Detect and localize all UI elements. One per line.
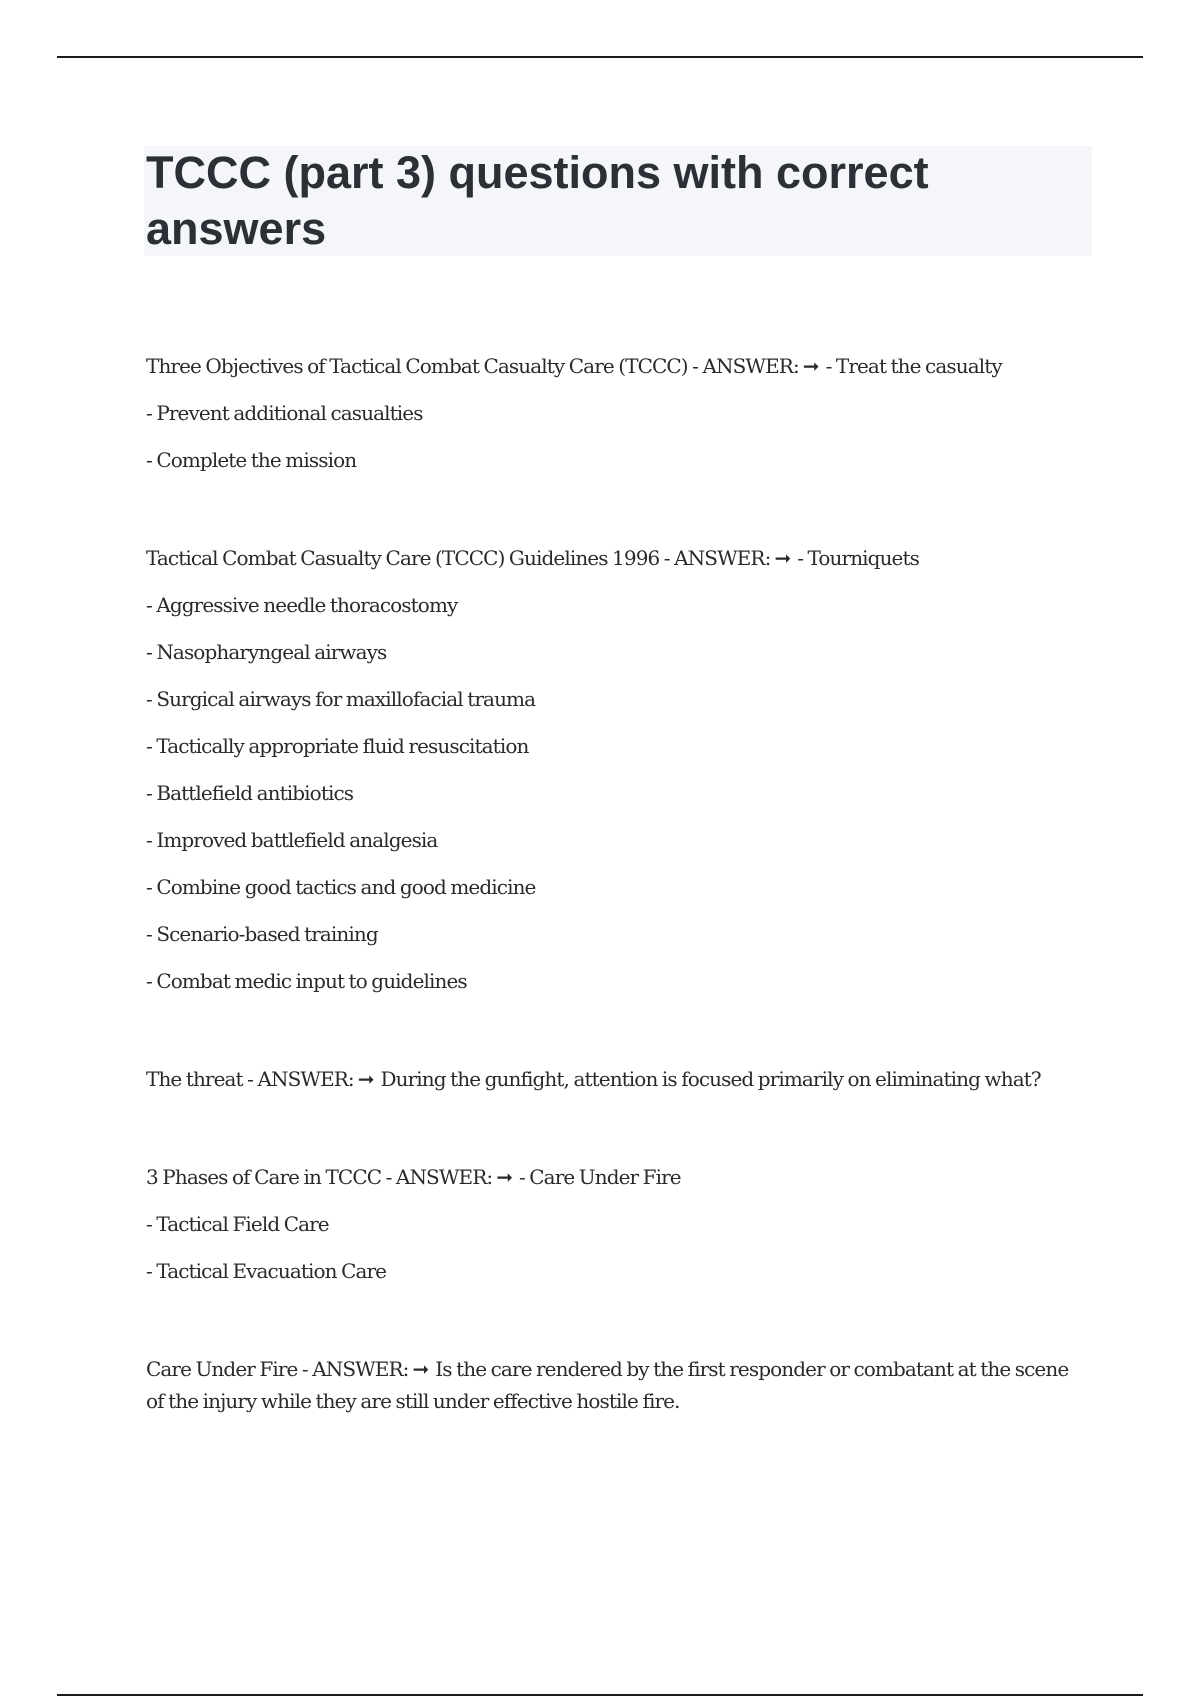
qa-answer: Is the care rendered by the first responder or combatant at the scene of the injury while they are still under effective hostile fire.: [146, 1357, 1069, 1413]
qa-item: [146, 350, 1086, 476]
qa-item: [146, 542, 1086, 997]
qa-answer: - Treat the casualty: [825, 354, 1002, 378]
qa-question-line: [146, 1353, 1086, 1417]
qa-question: Three Objectives of Tactical Combat Casualty Care (TCCC) - ANSWER:: [146, 354, 799, 378]
answer-line: - Tactical Evacuation Care: [146, 1259, 387, 1283]
arrow-right-icon: ➞: [412, 1357, 430, 1381]
qa-question: Care Under Fire - ANSWER:: [146, 1357, 409, 1381]
qa-item: [146, 1353, 1086, 1417]
answer-line: - Nasopharyngeal airways: [146, 640, 387, 664]
answer-line: - Combine good tactics and good medicine: [146, 875, 536, 899]
qa-question: 3 Phases of Care in TCCC - ANSWER:: [146, 1165, 493, 1189]
qa-question-line: [146, 350, 1086, 382]
qa-question: The threat - ANSWER:: [146, 1067, 354, 1091]
answer-line: - Complete the mission: [146, 448, 357, 472]
answer-line: - Prevent additional casualties: [146, 401, 423, 425]
top-rule: [57, 56, 1143, 58]
qa-question-line: [146, 1161, 1086, 1193]
qa-answer: - Care Under Fire: [518, 1165, 681, 1189]
qa-list: [146, 350, 1086, 1483]
qa-question: Tactical Combat Casualty Care (TCCC) Guidelines 1996 - ANSWER:: [146, 546, 771, 570]
answer-line: - Battlefield antibiotics: [146, 781, 354, 805]
answer-line: - Aggressive needle thoracostomy: [146, 593, 458, 617]
answer-line: - Improved battlefield analgesia: [146, 828, 438, 852]
arrow-right-icon: ➞: [496, 1165, 513, 1189]
qa-question-line: [146, 542, 1086, 574]
answer-line: - Scenario-based training: [146, 922, 378, 946]
qa-question-line: [146, 1063, 1086, 1095]
answer-line: - Tactical Field Care: [146, 1212, 329, 1236]
qa-item: [146, 1161, 1086, 1287]
arrow-right-icon: ➞: [357, 1067, 375, 1091]
bottom-rule: [57, 1694, 1143, 1696]
qa-answer: During the gunfight, attention is focused primarily on eliminating what?: [380, 1067, 1041, 1091]
answer-line: - Combat medic input to guidelines: [146, 969, 467, 993]
arrow-right-icon: ➞: [802, 354, 820, 378]
answer-line: - Surgical airways for maxillofacial trauma: [146, 687, 536, 711]
answer-line: - Tactically appropriate fluid resuscitation: [146, 734, 529, 758]
qa-answer: - Tourniquets: [797, 546, 919, 570]
qa-item: [146, 1063, 1086, 1095]
page-title: TCCC (part 3) questions with correct answers: [146, 147, 929, 254]
arrow-right-icon: ➞: [774, 546, 792, 570]
